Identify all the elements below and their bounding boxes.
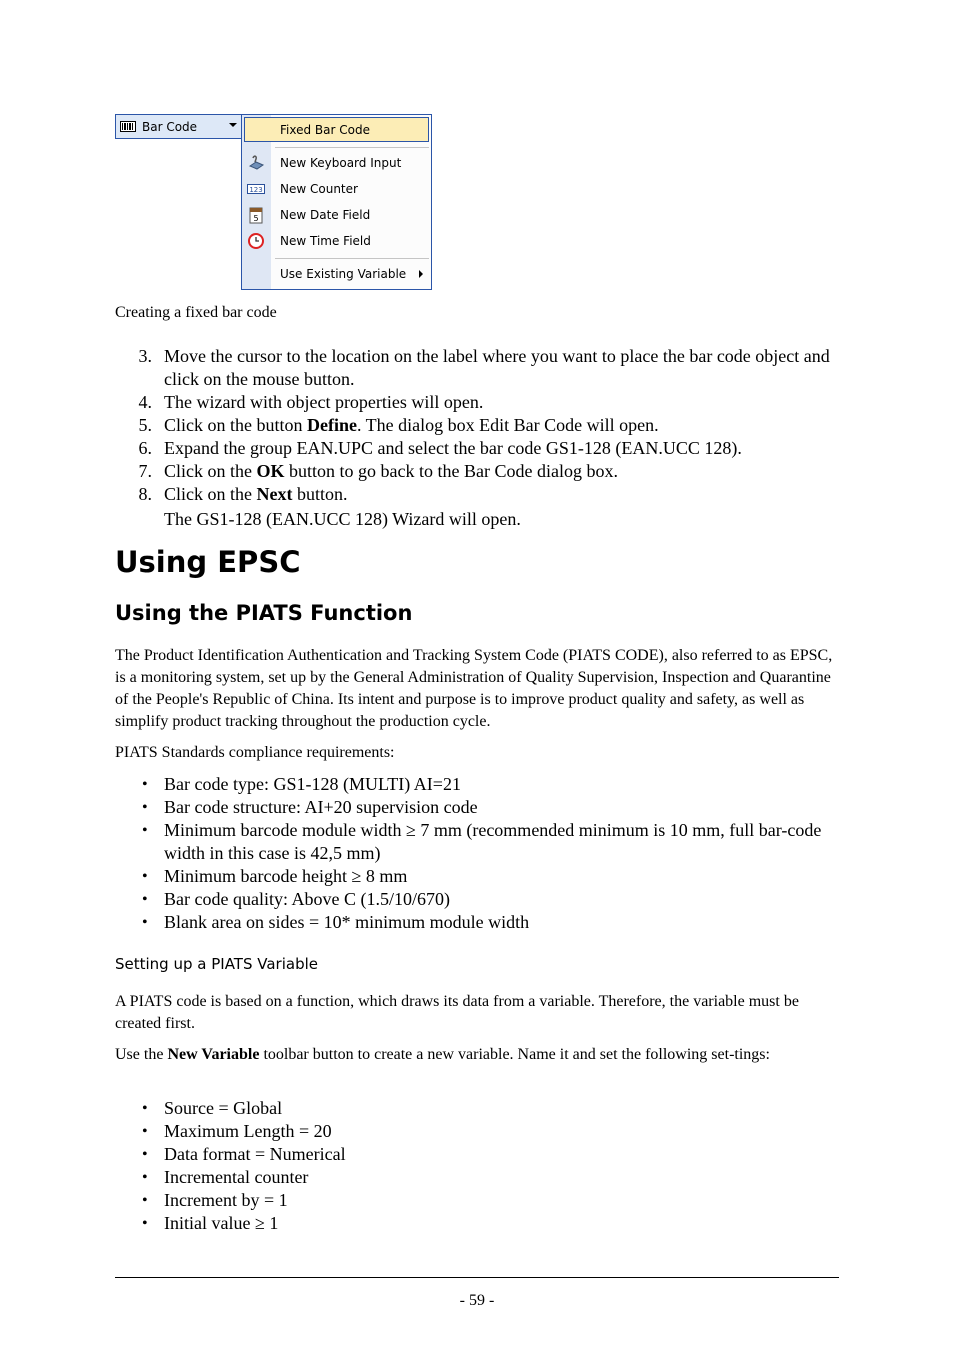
step-item bbox=[115, 483, 840, 506]
step-item bbox=[115, 391, 840, 414]
menu-item-label: New Time Field bbox=[280, 234, 371, 248]
menu-item-fixed-bar-code[interactable] bbox=[244, 117, 429, 142]
bar-code-toolbar-button[interactable] bbox=[115, 114, 242, 139]
menu-item-label: New Date Field bbox=[280, 208, 371, 222]
step-text: The wizard with object properties will open. bbox=[164, 392, 484, 412]
step-item bbox=[115, 437, 840, 460]
list-item: • Increment by = 1 bbox=[115, 1189, 840, 1212]
menu-separator bbox=[275, 147, 429, 148]
page-number: - 59 - bbox=[459, 1292, 495, 1309]
variable-paragraph: A PIATS code is based on a function, which draws its data from a variable. Therefore, the variable must be created first. bbox=[115, 993, 799, 1032]
list-item: • Incremental counter bbox=[115, 1166, 840, 1189]
requirements-intro: PIATS Standards compliance requirements: bbox=[115, 744, 395, 761]
step-text: . The dialog box Edit Bar Code will open. bbox=[356, 415, 659, 435]
step-text: Expand the group EAN.UPC and select the bar code GS1-128 (EAN.UCC 128). bbox=[164, 438, 742, 458]
step-number: 5. bbox=[138, 415, 152, 435]
chevron-down-icon[interactable] bbox=[229, 123, 237, 127]
menu-item-new-time-field[interactable] bbox=[242, 229, 431, 253]
step-bold-text: OK bbox=[256, 461, 285, 481]
menu-item-new-keyboard-input[interactable] bbox=[242, 151, 431, 175]
step-item bbox=[115, 414, 840, 437]
step-number: 6. bbox=[138, 438, 152, 458]
step-item bbox=[115, 345, 840, 391]
toolbar-menu-screenshot bbox=[115, 114, 433, 291]
menu-item-new-counter[interactable] bbox=[242, 177, 431, 201]
step-number: 8. bbox=[138, 484, 152, 504]
step-item bbox=[115, 460, 840, 483]
section-heading: Using EPSC bbox=[115, 545, 301, 579]
menu-item-label: New Keyboard Input bbox=[280, 156, 402, 170]
paragraph-text: Use the bbox=[115, 1046, 168, 1063]
counter-icon bbox=[247, 180, 265, 198]
svg-text:5: 5 bbox=[253, 214, 259, 223]
footer-divider bbox=[115, 1277, 839, 1278]
menu-item-label: New Counter bbox=[280, 182, 358, 196]
list-item: • Data format = Numerical bbox=[115, 1143, 840, 1166]
list-item: • Bar code type: GS1-128 (MULTI) AI=21 bbox=[115, 773, 840, 796]
list-item: • Minimum barcode height ≥ 8 mm bbox=[115, 865, 840, 888]
paragraph-text: toolbar button to create a new variable. Name it and set the following set-tings: bbox=[259, 1046, 770, 1063]
step-text: button to go back to the Bar Code dialog box. bbox=[284, 461, 618, 481]
step-text: Click on the bbox=[164, 461, 257, 481]
barcode-icon bbox=[120, 121, 136, 132]
requirements-list bbox=[115, 773, 840, 934]
bar-code-dropdown-menu bbox=[241, 114, 432, 290]
list-item: • Initial value ≥ 1 bbox=[115, 1212, 840, 1235]
list-item: • Source = Global bbox=[115, 1097, 840, 1120]
calendar-icon bbox=[247, 206, 265, 224]
step-note: The GS1-128 (EAN.UCC 128) Wizard will open. bbox=[164, 509, 521, 529]
clock-icon bbox=[247, 232, 265, 250]
step-number: 3. bbox=[138, 346, 152, 366]
new-variable-paragraph bbox=[115, 1044, 840, 1066]
menu-item-label: Fixed Bar Code bbox=[280, 123, 370, 137]
paragraph-bold-text: New Variable bbox=[167, 1046, 260, 1063]
intro-paragraph: The Product Identification Authentication and Tracking System Code (PIATS CODE), also referred to as EPSC, is a monitoring system, set up by the General Administration of Quality Supervision, Inspection and Quarantine of the People's Republic of China. Its intent and purpose is to improve product quality and safety, as well as simplify product tracking throughout the production cycle. bbox=[115, 647, 833, 730]
step-bold-text: Next bbox=[256, 484, 293, 504]
step-number: 4. bbox=[138, 392, 152, 412]
subsection-heading: Using the PIATS Function bbox=[115, 601, 413, 625]
keyboard-icon bbox=[247, 154, 265, 172]
list-item: • Bar code quality: Above C (1.5/10/670) bbox=[115, 888, 840, 911]
step-text: Click on the bbox=[164, 484, 257, 504]
step-bold-text: Define bbox=[307, 415, 357, 435]
figure-caption: Creating a fixed bar code bbox=[115, 304, 277, 321]
step-number: 7. bbox=[138, 461, 152, 481]
settings-list bbox=[115, 1097, 840, 1235]
subsubsection-heading: Setting up a PIATS Variable bbox=[115, 955, 318, 973]
list-item: • Maximum Length = 20 bbox=[115, 1120, 840, 1143]
numbered-steps bbox=[115, 345, 840, 531]
chevron-right-icon bbox=[419, 270, 423, 278]
menu-item-use-existing-variable[interactable] bbox=[242, 262, 431, 286]
bar-code-button-label: Bar Code bbox=[142, 120, 198, 134]
list-item: • Blank area on sides = 10* minimum module width bbox=[115, 911, 840, 934]
step-text: Click on the button bbox=[164, 415, 307, 435]
menu-separator bbox=[275, 258, 429, 259]
menu-item-label: Use Existing Variable bbox=[280, 267, 407, 281]
step-text: button. bbox=[292, 484, 348, 504]
step-text: Move the cursor to the location on the label where you want to place the bar code object and click on the mouse button. bbox=[164, 346, 830, 389]
svg-text:123: 123 bbox=[249, 186, 263, 194]
list-item: • Bar code structure: AI+20 supervision code bbox=[115, 796, 840, 819]
menu-item-new-date-field[interactable] bbox=[242, 203, 431, 227]
list-item: • Minimum barcode module width ≥ 7 mm (recommended minimum is 10 mm, full bar-code width in this case is 42,5 mm) bbox=[115, 819, 840, 865]
